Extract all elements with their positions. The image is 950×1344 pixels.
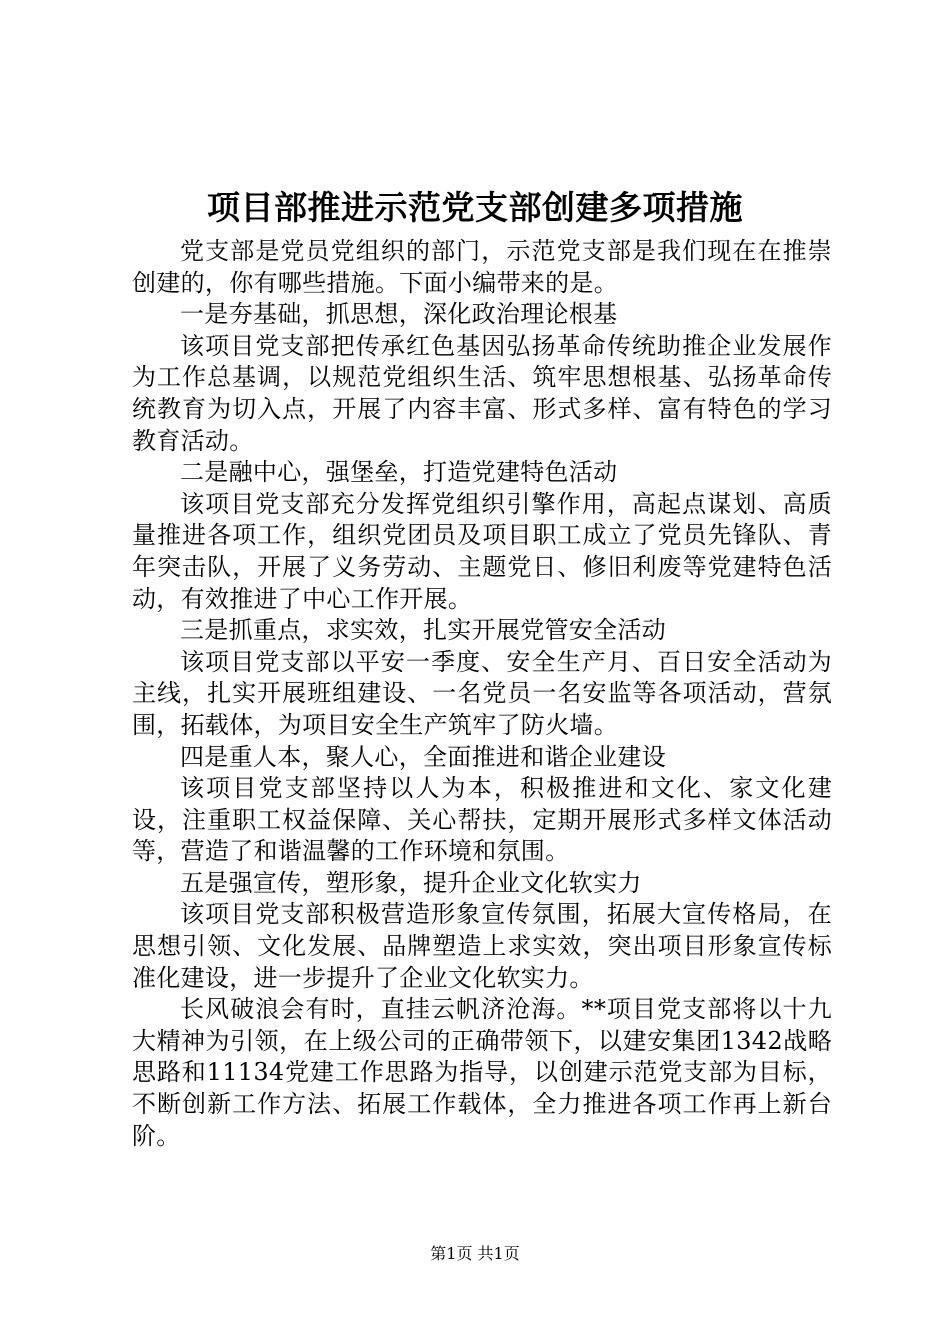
document-title: 项目部推进示范党支部创建多项措施 xyxy=(207,188,743,227)
section-heading-4: 四是重人本，聚人心，全面推进和谐企业建设 xyxy=(180,742,666,771)
section-paragraph-2: 该项目党支部充分发挥党组织引擎作用，高起点谋划、高质量推进各项工作，组织党团员及项目职工成立了党员先锋队、青年突击队，开展了义务劳动、主题党日、修旧利废等党建特色活动，有效推进了中心工作开展。 xyxy=(132,489,832,613)
section-heading-3: 三是抓重点，求实效，扎实开展党管安全活动 xyxy=(180,616,666,645)
page-number-footer: 第1页 共1页 xyxy=(430,1244,520,1263)
section-heading-2: 二是融中心，强堡垒，打造党建特色活动 xyxy=(180,458,618,487)
section-heading-5: 五是强宣传，塑形象，提升企业文化软实力 xyxy=(180,868,642,897)
section-paragraph-3: 该项目党支部以平安一季度、安全生产月、百日安全活动为主线，扎实开展班组建设、一名党员一名安监等各项活动，营氛围，拓载体，为项目安全生产筑牢了防火墙。 xyxy=(132,647,832,739)
section-paragraph-4: 该项目党支部坚持以人为本，积极推进和文化、家文化建设，注重职工权益保障、关心帮扶，定期开展形式多样文体活动等，营造了和谐温馨的工作环境和氛围。 xyxy=(132,774,832,866)
section-paragraph-1: 该项目党支部把传承红色基因弘扬革命传统助推企业发展作为工作总基调，以规范党组织生活、筑牢思想根基、弘扬革命传统教育为切入点，开展了内容丰富、形式多样、富有特色的学习教育活动。 xyxy=(132,331,832,455)
intro-paragraph: 党支部是党员党组织的部门，示范党支部是我们现在在推崇创建的，你有哪些措施。下面小编带来的是。 xyxy=(132,237,832,297)
section-paragraph-5: 该项目党支部积极营造形象宣传氛围，拓展大宣传格局，在思想引领、文化发展、品牌塑造上求实效，突出项目形象宣传标准化建设，进一步提升了企业文化软实力。 xyxy=(132,900,832,992)
closing-paragraph: 长风破浪会有时，直挂云帆济沧海。**项目党支部将以十九大精神为引领，在上级公司的正确带领下，以建安集团1342战略思路和11134党建工作思路为指导，以创建示范党支部为目标，不断创新工作方法、拓展工作载体，全力推进各项工作再上新台阶。 xyxy=(132,995,832,1150)
document-body xyxy=(132,236,832,1152)
section-heading-1: 一是夯基础，抓思想，深化政治理论根基 xyxy=(180,300,618,329)
